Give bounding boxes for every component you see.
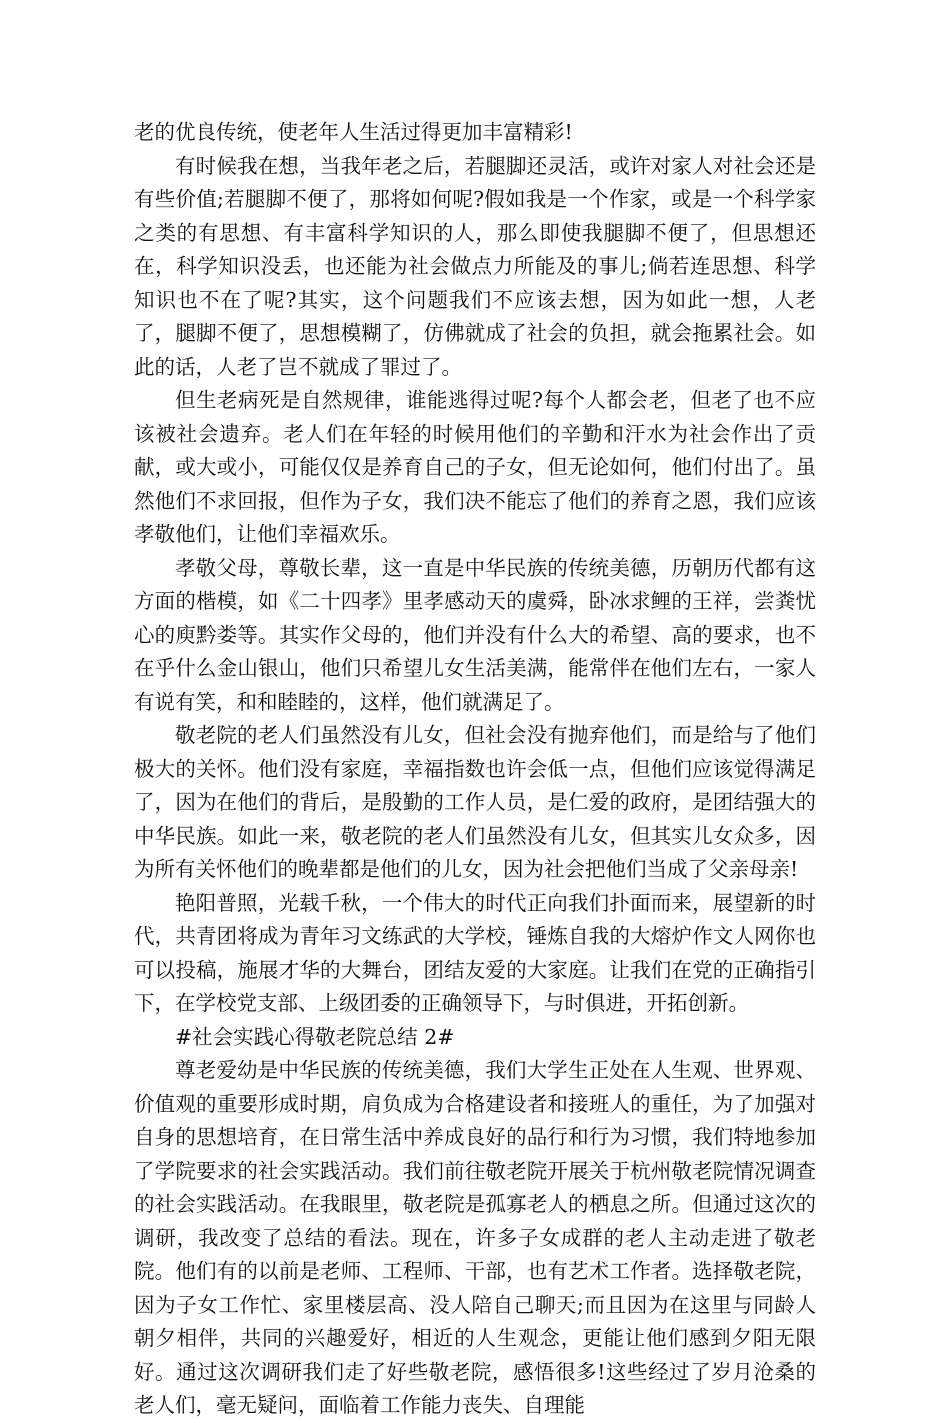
paragraph-social-practice: 尊老爱幼是中华民族的传统美德，我们大学生正处在人生观、世界观、价值观的重要形成时期，肩负成为合格建设者和接班人的重任，为了加强对自身的思想培育，在日常生活中养成良好的品行和行为习惯，我们特地参加了学院要求的社会实践活动。我们前往敬老院开展关于杭州敬老院情况调查的社会实践活动。在我眼里，敬老院是孤寡老人的栖息之所。但通过这次的调研，我改变了总结的看法。现在，许多子女成群的老人主动走进了敬老院。他们有的以前是老师、工程师、干部，也有艺术工作者。选择敬老院，因为子女工作忙、家里楼层高、没人陪自己聊天;而且因为在这里与同龄人朝夕相伴，共同的兴趣爱好，相近的人生观念，更能让他们感到夕阳无限好。通过这次调研我们走了好些敬老院，感悟很多!这些经过了岁月沧桑的老人们，毫无疑问，面临着工作能力丧失、自理能 — [134, 1058, 816, 1417]
paragraph-filial-piety: 孝敬父母，尊敬长辈，这一直是中华民族的传统美德，历朝历代都有这方面的楷模，如《二十四孝》里孝感动天的虞舜，卧冰求鲤的王祥，尝粪忧心的庾黔娄等。其实作父母的，他们并没有什么大的希望、高的要求，也不在乎什么金山银山，他们只希望儿女生活美满，能常伴在他们左右，一家人有说有笑，和和睦睦的，这样，他们就满足了。 — [134, 555, 816, 714]
paragraph-aging-thoughts: 有时候我在想，当我年老之后，若腿脚还灵活，或许对家人对社会还是有些价值;若腿脚不便了，那将如何呢?假如我是一个作家，或是一个科学家之类的有思想、有丰富科学知识的人，那么即使我腿脚不便了，但思想还在，科学知识没丢，也还能为社会做点力所能及的事儿;倘若连思想、科学知识也不在了呢?其实，这个问题我们不应该去想，因为如此一想，人老了，腿脚不便了，思想模糊了，仿佛就成了社会的负担，就会拖累社会。如此的话，人老了岂不就成了罪过了。 — [134, 153, 816, 379]
paragraph-new-era: 艳阳普照，光载千秋，一个伟大的时代正向我们扑面而来，展望新的时代，共青团将成为青年习文练武的大学校，锤炼自我的大熔炉作文人网你也可以投稿，施展才华的大舞台，团结友爱的大家庭。让我们在党的正确指引下，在学校党支部、上级团委的正确领导下，与时俱进，开拓创新。 — [134, 890, 816, 1015]
paragraph-natural-law: 但生老病死是自然规律，谁能逃得过呢?每个人都会老，但老了也不应该被社会遗弃。老人们在年轻的时候用他们的辛勤和汗水为社会作出了贡献，或大或小，可能仅仅是养育自己的子女，但无论如何，他们付出了。虽然他们不求回报，但作为子女，我们决不能忘了他们的养育之恩，我们应该孝敬他们，让他们幸福欢乐。 — [134, 388, 816, 546]
paragraph-nursing-home-elders: 敬老院的老人们虽然没有儿女，但社会没有抛弃他们，而是给与了他们极大的关怀。他们没有家庭，幸福指数也许会低一点，但他们应该觉得满足了，因为在他们的背后，是殷勤的工作人员，是仁爱的政府，是团结强大的中华民族。如此一来，敬老院的老人们虽然没有儿女，但其实儿女众多，因为所有关怀他们的晚辈都是他们的儿女，因为社会把他们当成了父亲母亲! — [134, 723, 816, 881]
paragraph-continuation: 老的优良传统，使老年人生活过得更加丰富精彩! — [134, 120, 573, 144]
section-heading: #社会实践心得敬老院总结 2# — [175, 1024, 455, 1049]
document-body — [134, 116, 816, 1423]
